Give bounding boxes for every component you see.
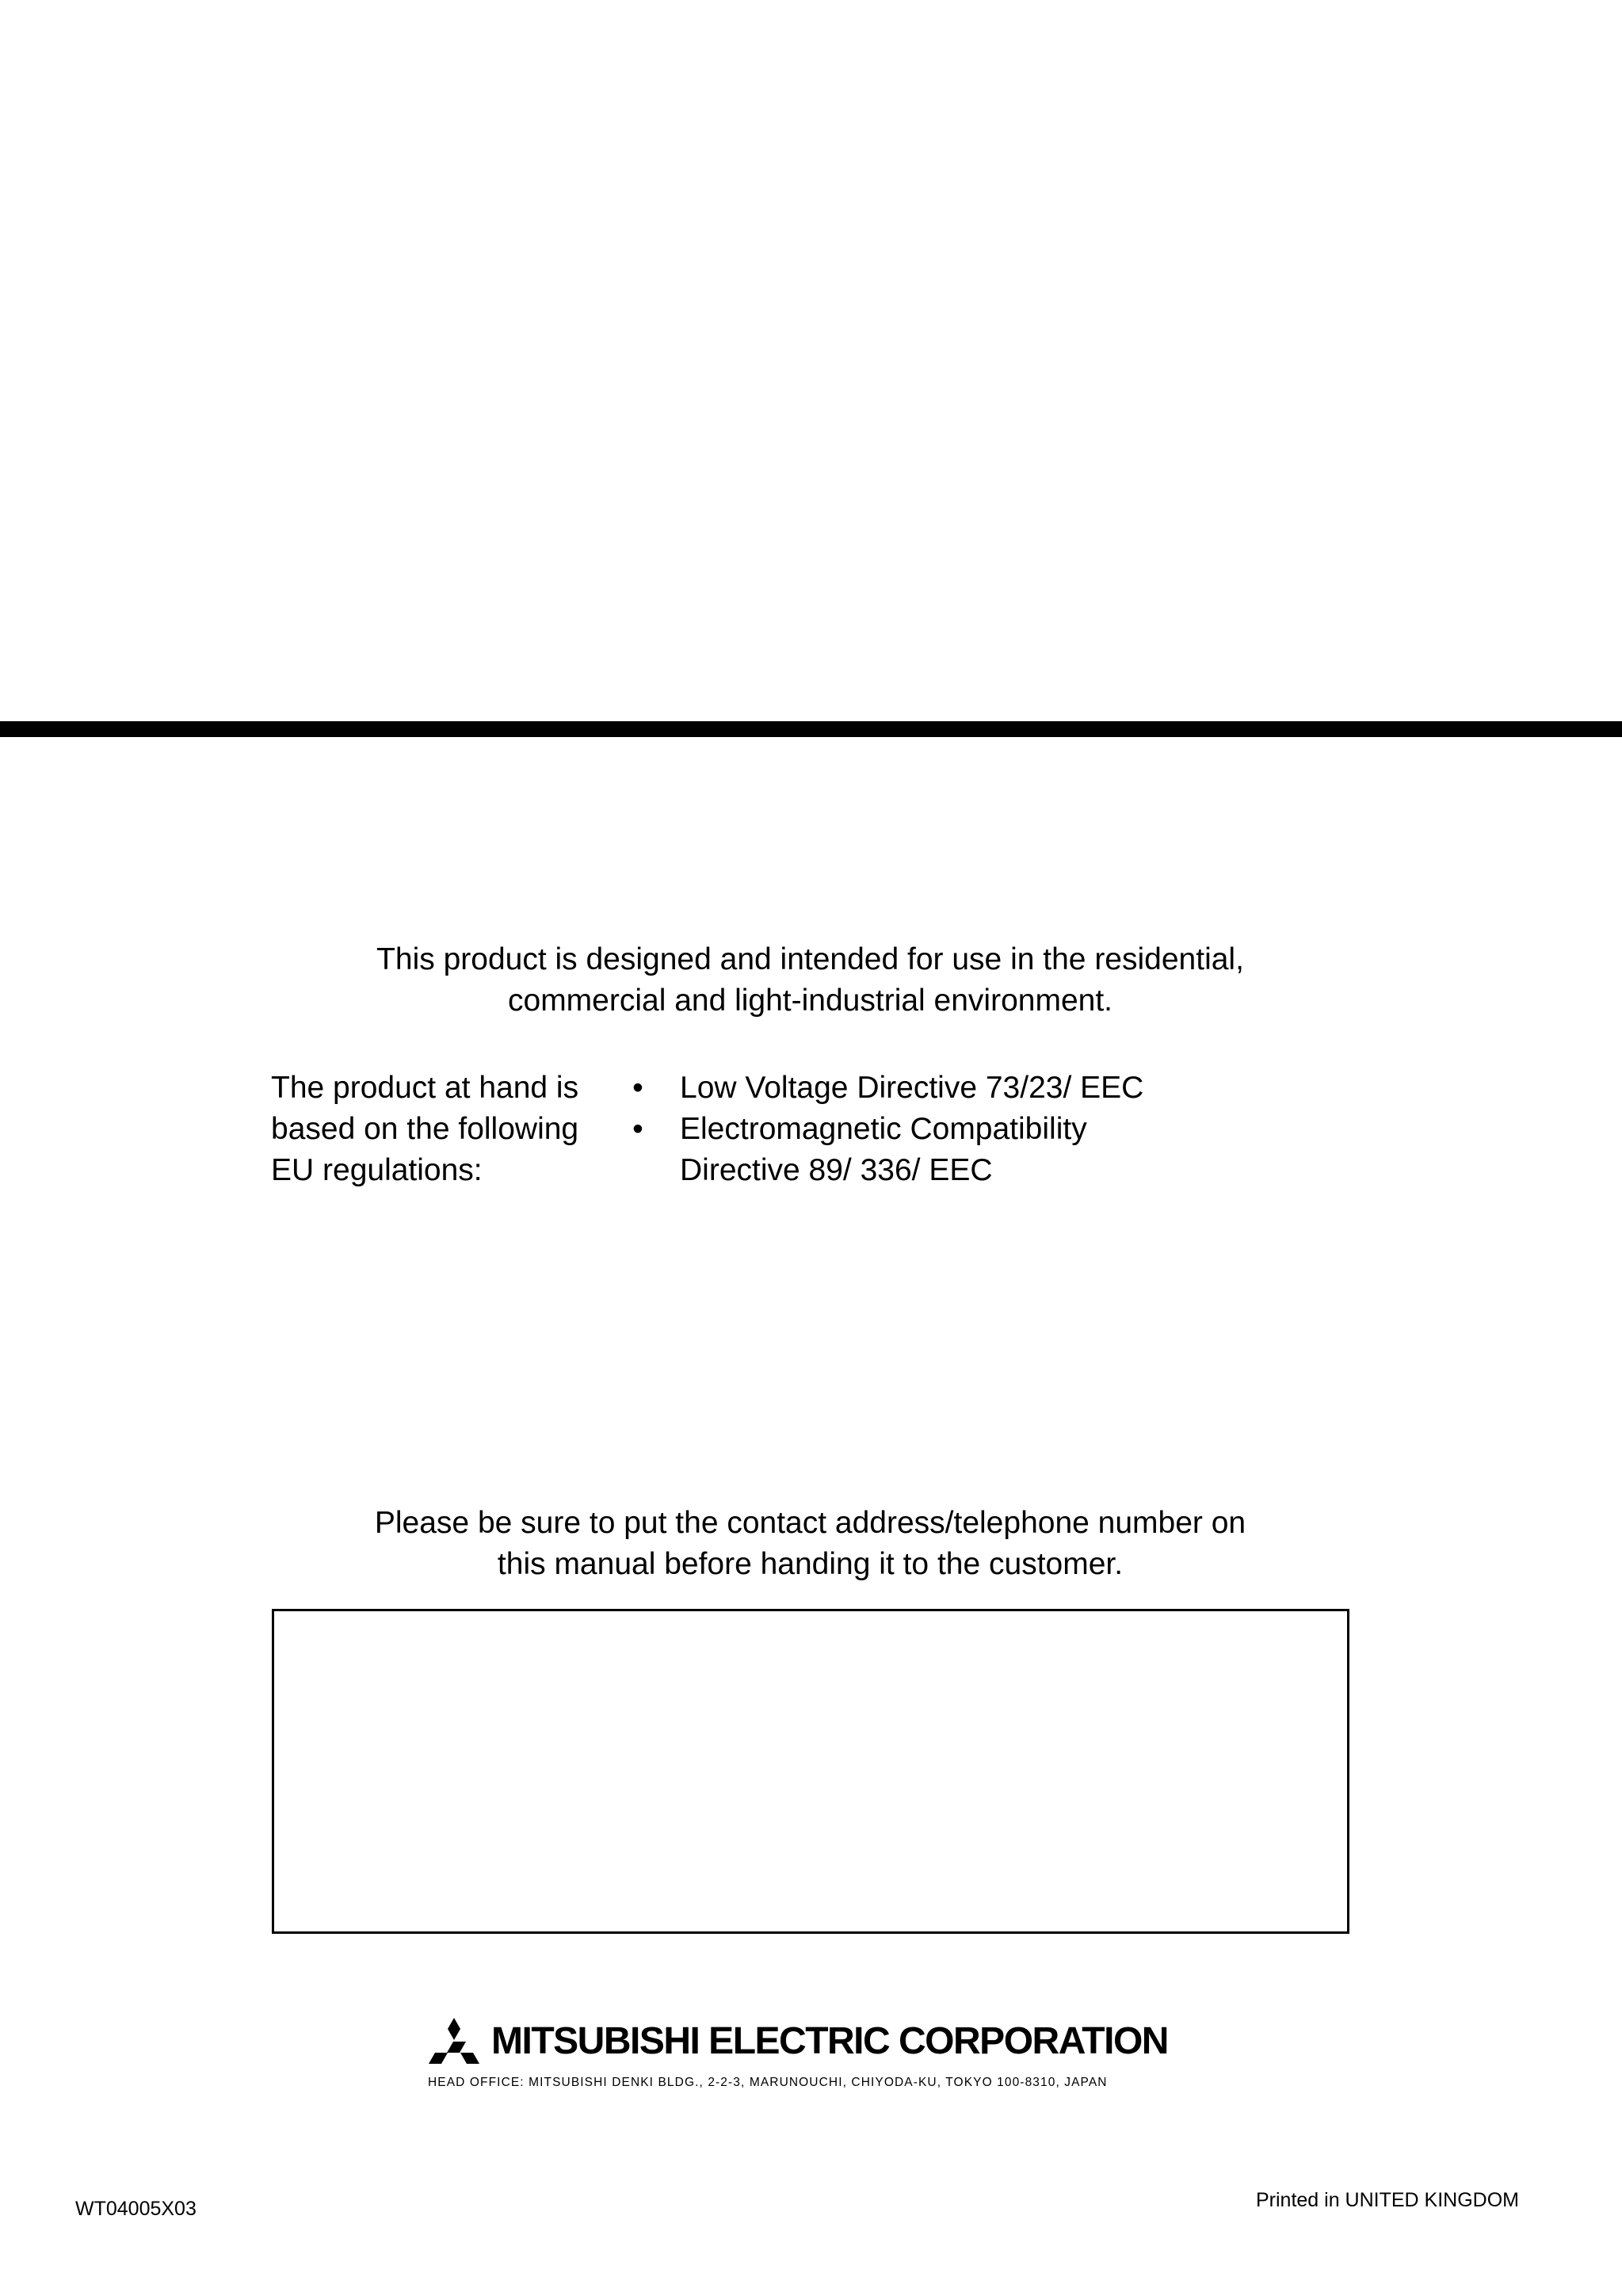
head-office-address: HEAD OFFICE: MITSUBISHI DENKI BLDG., 2-2-3, MARUNOUCHI, CHIYODA-KU, TOKYO 100-8310, JAPAN <box>428 2076 1108 2089</box>
intro-line-2: commercial and light-industrial environment. <box>508 984 1113 1018</box>
intro-line-1: This product is designed and intended for use in the residential, <box>376 942 1244 976</box>
regulations-list <box>626 1068 1339 1191</box>
list-item <box>626 1109 1339 1191</box>
printed-in-note: Printed in UNITED KINGDOM <box>1256 2189 1520 2211</box>
company-name: MITSUBISHI ELECTRIC CORPORATION <box>491 2019 1168 2062</box>
regulation-emc: Electromagnetic Compatibility Directive 89/ 336/ EEC <box>680 1112 1087 1187</box>
contact-line-2: this manual before handing it to the customer. <box>497 1547 1124 1581</box>
regulations-label <box>271 1068 604 1191</box>
bullet-icon: • <box>632 1112 643 1146</box>
contact-line-1: Please be sure to put the contact address/telephone number on <box>374 1506 1246 1540</box>
regulations-label-line-2: based on the following <box>271 1112 579 1146</box>
three-diamonds-logo-icon <box>428 2018 480 2064</box>
horizontal-divider-bar <box>0 721 1622 737</box>
regulations-label-line-1: The product at hand is <box>271 1071 579 1105</box>
brand-block <box>428 2017 1168 2065</box>
intro-statement <box>238 939 1383 1022</box>
regulation-low-voltage: Low Voltage Directive 73/23/ EEC <box>680 1071 1144 1105</box>
document-code: WT04005X03 <box>75 2198 197 2220</box>
regulations-label-line-3: EU regulations: <box>271 1153 483 1187</box>
contact-address-box <box>272 1609 1349 1934</box>
bullet-icon: • <box>632 1071 643 1105</box>
contact-instruction <box>238 1503 1383 1585</box>
list-item <box>626 1068 1339 1109</box>
